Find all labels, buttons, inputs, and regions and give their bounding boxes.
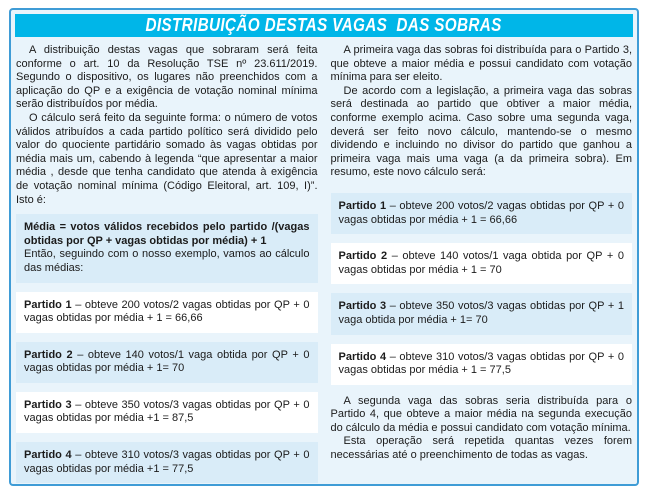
- party-name: Partido 1: [338, 199, 387, 212]
- party-box-left-3: [16, 392, 318, 433]
- party-text: – obteve 140 votos/1 vaga obtida por QP + 0 vagas obtidas por média + 1 = 70: [338, 250, 624, 276]
- page-frame: [9, 8, 639, 486]
- two-column-layout: [15, 39, 633, 483]
- title-bar: [15, 14, 633, 37]
- paragraph-calculation-method: O cálculo será feito da seguinte forma: o número de votos válidos atribuídos a cada partido político será dividido pelo valor do quociente partidário somado às vagas obtidas por média mais um, cabendo à legenda “que apresentar a maior média , desde que tenha candidato que atenda à exigência de votação nominal mínima (Código Eleitoral, art. 109, I)”. Isto é:: [16, 111, 318, 206]
- party-text: – obteve 350 votos/3 vagas obtidas por QP + 1 vaga obtida por média + 1= 70: [338, 300, 624, 326]
- party-box-right-3: [331, 293, 633, 334]
- paragraph-repeat-operation: Esta operação será repetida quantas vezes forem necessárias até o preenchimento de todas as vagas.: [330, 435, 632, 462]
- paragraph-second-seat-rule: De acordo com a legislação, a primeira vaga das sobras será destinada ao partido que obtiver a maior média, conforme exemplo acima. Caso sobre uma segunda vaga, deverá ser feito novo cálculo, mantendo-se o mesmo dividendo e incluindo no divisor do partido que ganhou a primeira vaga mais uma vaga (a da primeira sobra). Em resumo, este novo cálculo será:: [330, 84, 632, 179]
- party-box-right-2: [331, 243, 633, 284]
- party-text: – obteve 200 votos/2 vagas obtidas por QP + 0 vagas obtidas por média + 1 = 66,66: [24, 298, 310, 325]
- party-text: – obteve 140 votos/1 vaga obtida por QP + 0 vagas obtidas por média + 1= 70: [24, 348, 310, 375]
- party-text: – obteve 350 votos/3 vagas obtidas por QP + 0 vagas obtidas por média +1 = 87,5: [24, 398, 310, 425]
- left-column: [16, 44, 318, 483]
- party-text: – obteve 310 votos/3 vagas obtidas por QP + 0 vagas obtidas por média + 1 = 77,5: [338, 350, 624, 377]
- party-box-left-2: [16, 342, 318, 383]
- party-name: Partido 2: [338, 250, 388, 263]
- formula-box: [16, 214, 318, 282]
- right-column: [331, 44, 633, 483]
- party-box-left-4: [16, 442, 318, 483]
- party-text: – obteve 310 votos/3 vagas obtidas por QP + 0 vagas obtidas por média +1 = 77,5: [24, 449, 310, 475]
- paragraph-first-seat-result: A primeira vaga das sobras foi distribuída para o Partido 3, que obteve a maior média e possui candidato com votação mínima para ser eleito.: [330, 44, 632, 84]
- party-name: Partido 2: [24, 348, 73, 361]
- party-name: Partido 3: [24, 398, 72, 411]
- party-name: Partido 1: [24, 298, 72, 311]
- party-box-right-1: [331, 193, 633, 234]
- party-name: Partido 4: [338, 350, 387, 363]
- formula-followup-text: Então, seguindo com o nosso exemplo, vamos ao cálculo das médias:: [24, 248, 310, 274]
- party-name: Partido 4: [24, 449, 72, 462]
- formula-text: Média = votos válidos recebidos pelo partido /(vagas obtidas por QP + vagas obtidas por média) + 1: [24, 221, 310, 247]
- paragraph-distribution-rule: A distribuição destas vagas que sobraram será feita conforme o art. 10 da Resolução TSE nº 23.611/2019. Segundo o dispositivo, os lugares não preenchidos com a aplicação do QP e a exigência de votação nominal mínima serão distribuídos por média.: [16, 44, 318, 111]
- party-box-left-1: [16, 292, 318, 333]
- party-text: – obteve 200 votos/2 vagas obtidas por QP + 0 vagas obtidas por média + 1 = 66,66: [338, 199, 624, 226]
- paragraph-second-seat-result: A segunda vaga das sobras seria distribuída para o Partido 4, que obteve a maior média na segunda execução do cálculo da média e possui candidato com votação mínima.: [330, 394, 632, 434]
- party-name: Partido 3: [338, 300, 387, 313]
- page-title: DISTRIBUIÇÃO DESTAS VAGAS DAS SOBRAS: [145, 15, 503, 35]
- party-box-right-4: [331, 344, 633, 385]
